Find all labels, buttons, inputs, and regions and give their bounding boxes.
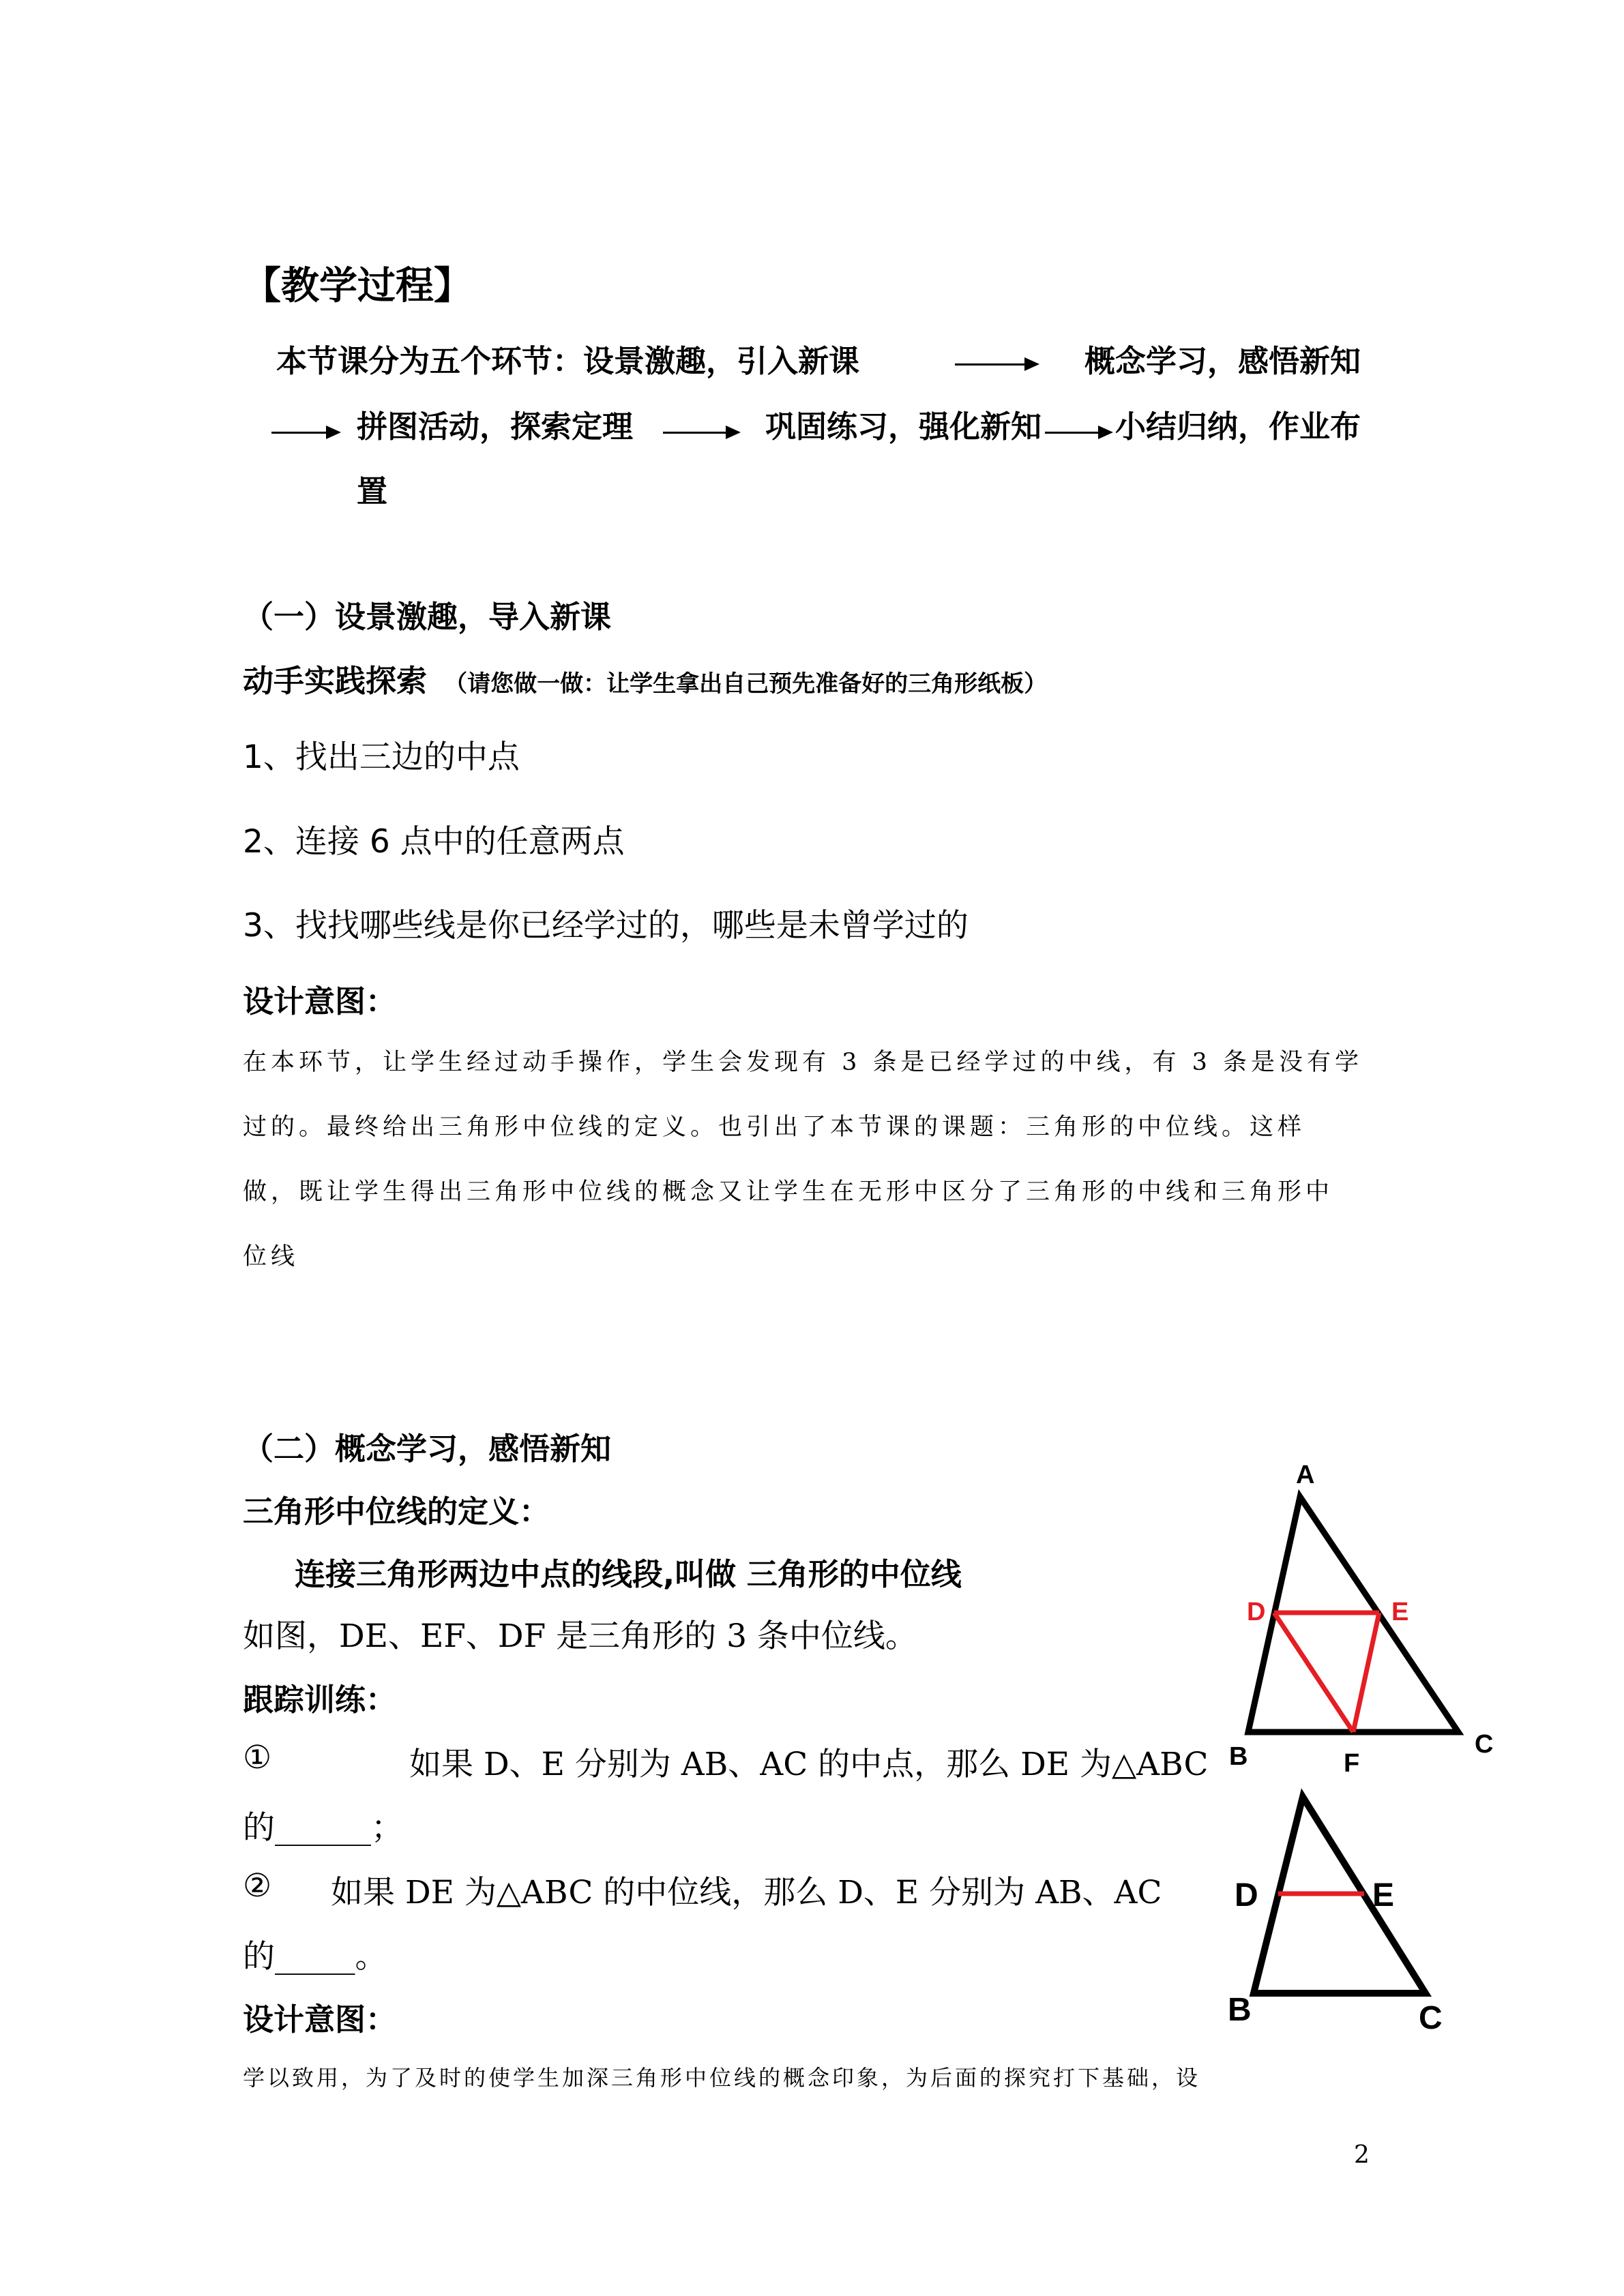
- practice-note: （请您做一做：让学生拿出自己预先准备好的三角形纸板）: [444, 670, 1048, 698]
- label-c: C: [1419, 2000, 1443, 2036]
- page-number: 2: [1354, 2141, 1370, 2169]
- overview-step5-cont: 置: [357, 473, 388, 509]
- midline-df: [1274, 1613, 1353, 1732]
- label-b: B: [1228, 1992, 1252, 2028]
- question-2-text: 如果 DE 为△ABC 的中位线，那么 D、E 分别为 AB、AC: [331, 1874, 1162, 1911]
- example-text: 如图，DE、EF、DF 是三角形的 3 条中位线。: [243, 1617, 917, 1655]
- arrow-right-icon: [271, 432, 338, 434]
- list-item: 3、找找哪些线是你已经学过的，哪些是未曾学过的: [243, 907, 969, 944]
- overview-step4: 巩固练习，强化新知: [765, 408, 1042, 445]
- question-1-text: 如果 D、E 分别为 AB、AC 的中点，那么 DE 为△ABC: [409, 1746, 1209, 1783]
- arrow-right-icon: [955, 363, 1037, 366]
- label-e: E: [1372, 1877, 1395, 1913]
- overview-step5: 小结归纳，作业布: [1115, 408, 1361, 445]
- section-title: 【教学过程】: [243, 264, 472, 308]
- triangle-figure-midlines: [1221, 1446, 1507, 1787]
- label-e: E: [1391, 1598, 1409, 1626]
- design-intent-line: 做，既让学生得出三角形中位线的概念又让学生在无形中区分了三角形的中线和三角形中: [243, 1178, 1334, 1206]
- label-d: D: [1247, 1598, 1266, 1626]
- label-a: A: [1296, 1461, 1315, 1489]
- definition-title: 三角形中位线的定义：: [243, 1493, 550, 1530]
- part1-heading: （一）设景激趣，导入新课: [243, 599, 612, 635]
- design-intent-line: 学以致用，为了及时的使学生加深三角形中位线的概念印象，为后面的探究打下基础，设: [243, 2065, 1201, 2091]
- practice-line: [243, 656, 1047, 700]
- label-b: B: [1229, 1742, 1248, 1771]
- question-2-blank: 的_____。: [243, 1938, 387, 1976]
- triangle-figure-de: [1214, 1787, 1473, 2039]
- list-item: 2、连接 6 点中的任意两点: [243, 823, 625, 861]
- part2-heading: （二）概念学习，感悟新知: [243, 1431, 612, 1467]
- arrow-right-icon: [663, 432, 738, 434]
- overview-intro: 本节课分为五个环节：设景激趣，引入新课: [276, 343, 860, 379]
- label-f: F: [1344, 1749, 1360, 1778]
- label-d: D: [1235, 1877, 1258, 1913]
- design-intent-label: 设计意图：: [243, 983, 397, 1019]
- midline-ef: [1353, 1613, 1379, 1732]
- question-1-blank: 的______；: [243, 1809, 403, 1847]
- question-2-number: ②: [243, 1867, 272, 1905]
- design-intent-line: 位线: [243, 1243, 299, 1270]
- label-c: C: [1475, 1730, 1494, 1759]
- training-title: 跟踪训练：: [243, 1682, 397, 1718]
- overview-step2: 概念学习，感悟新知: [1084, 343, 1361, 379]
- question-1-number: ①: [243, 1739, 272, 1776]
- arrow-right-icon: [1045, 432, 1110, 434]
- definition-text: 连接三角形两边中点的线段,叫做 三角形的中位线: [295, 1556, 962, 1592]
- design-intent-label: 设计意图：: [243, 2001, 397, 2038]
- list-item: 1、找出三边的中点: [243, 739, 520, 776]
- practice-title: 动手实践探索: [243, 663, 428, 699]
- design-intent-line: 过的。最终给出三角形中位线的定义。也引出了本节课的课题：三角形的中位线。这样: [243, 1114, 1306, 1141]
- design-intent-line: 在本环节，让学生经过动手操作，学生会发现有 3 条是已经学过的中线，有 3 条是没有学: [243, 1049, 1363, 1076]
- overview-step3: 拼图活动，探索定理: [357, 408, 634, 445]
